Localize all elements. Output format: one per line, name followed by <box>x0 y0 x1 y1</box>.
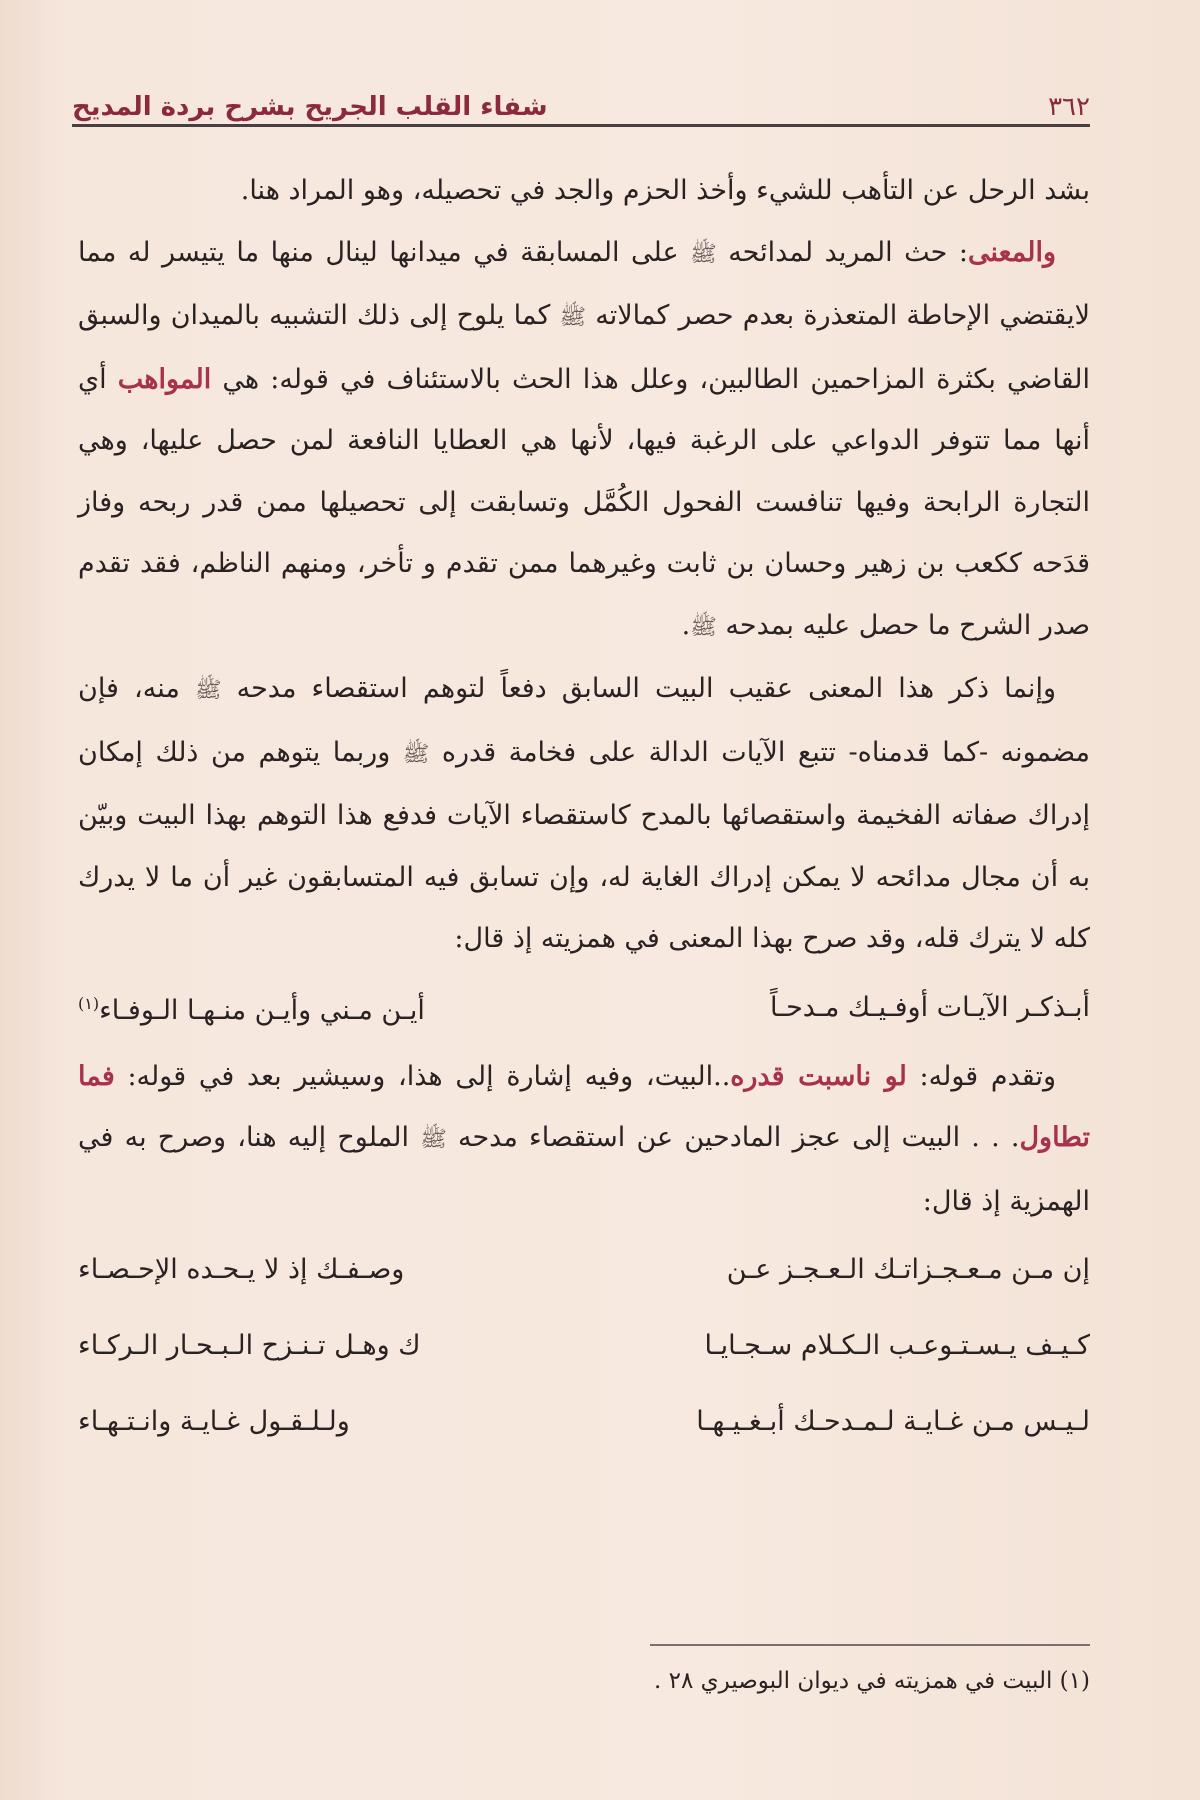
verse-second-hemistich: ك وهـل تـنـزح الـبـحـار الـركـاء <box>78 1330 421 1362</box>
verse-first-hemistich: كـيـف يـسـتـوعـب الـكـلام سـجـايـا <box>704 1330 1090 1362</box>
salutation-icon: ﷺ <box>690 241 717 267</box>
footnote-reference[interactable]: (١) <box>78 994 100 1014</box>
footnote-text: البيت في همزيته في ديوان البوصيري ٢٨ . <box>653 1668 1053 1694</box>
footnote-divider <box>650 1644 1090 1646</box>
verse-line <box>78 970 1090 1046</box>
keyword-meaning: والمعنى <box>967 236 1056 268</box>
page-number: ٣٦٢ <box>1048 92 1090 122</box>
footnote-marker: (١) <box>1059 1668 1090 1694</box>
keyword-mawahib: المواهب <box>117 363 212 395</box>
verse-first-hemistich: إن مـن مـعـجـزاتـك الـعـجـز عـن <box>726 1254 1090 1286</box>
footnote-1 <box>400 1668 1090 1694</box>
salutation-icon: ﷺ <box>690 614 717 640</box>
page-body <box>78 160 1090 1460</box>
salutation-icon: ﷺ <box>559 305 587 330</box>
verse-first-hemistich: أبـذكـر الآيـات أوفـيـك مـدحـاً <box>769 991 1090 1023</box>
verse-second-hemistich: ولـلـقـول غـايـة وانـتـهـاء <box>78 1406 350 1438</box>
paragraph-3: وإنما ذكر هذا المعنى عقيب البيت السابق دفعاً لتوهم استقصاء مدحه ﷺ منه، فإن مضمونه -كما قدمناه- تتبع الآيات الدالة على فخامة قدره ﷺ وربما يتوهم من ذلك إمكان إدراك صفاته الفخيمة واستقصائها بالمدح كاستقصاء الآيات فدفع هذا التوهم بهذا البيت وبيّن به أن مجال مدائحه لا يمكن إدراك الغاية له، وإن تسابق فيه المتسابقون غير أن ما لا يدرك كله لا يترك قله، وقد صرح بهذا المعنى في همزيته إذ قال: <box>78 673 1090 954</box>
keyword-quote-1: لو ناسبت قدره <box>730 1060 907 1092</box>
verse-line <box>78 1308 1090 1384</box>
header-divider <box>72 124 1090 127</box>
paragraph-4: وتقدم قوله: لو ناسبت قدره..البيت، وفيه إشارة إلى هذا، وسيشير بعد في قوله: فما تطاول. . . البيت إلى عجز المادحين عن استقصاء مدحه ﷺ الملوح إليه هنا، وصرح به في الهمزية إذ قال: <box>78 1060 1090 1217</box>
paragraph-2: والمعنى: حث المريد لمدائحه ﷺ على المسابقة في ميدانها لينال منها ما يتيسر له مما لايقتضي الإحاطة المتعذرة بعدم حصر كمالاته ﷺ كما يلوح إلى ذلك التشبيه بالميدان والسبق القاضي بكثرة المزاحمين الطالبين، وعلل هذا الحث بالاستئناف في قوله: هي المواهب أي أنها مما تتوفر الدواعي على الرغبة فيها، لأنها هي العطايا النافعة لمن حصل عليها، وهي التجارة الرابحة وفيها تنافست الفحول الكُمَّل وتسابقت إلى تحصيلها ممن قدر ربحه وفاز قدَحه ككعب بن زهير وحسان بن ثابت وغيرهما ممن تقدم و تأخر، ومنهم الناظم، فقد تقدم صدر الشرح ما حصل عليه بمدحه ﷺ. <box>78 236 1091 641</box>
verse-line <box>78 1384 1090 1460</box>
paragraph-1: بشد الرحل عن التأهب للشيء وأخذ الحزم والجد في تحصيله، وهو المراد هنا. <box>240 175 1090 206</box>
verse-second-hemistich: وصـفـك إذ لا يـحـده الإحـصـاء <box>78 1254 405 1286</box>
verse-second-hemistich: أيـن مـني وأيـن منـهـا الـوفـاء$^{(١)}$ <box>78 994 425 1027</box>
keyword-quote-2: فما تطاول <box>78 1060 1090 1153</box>
salutation-icon: ﷺ <box>402 741 430 767</box>
running-title: شفاء القلب الجريح بشرح بردة المديح <box>72 92 548 122</box>
verse-first-hemistich: لـيـس مـن غـايـة لـمـدحـك أبـغـيـهـا <box>696 1406 1090 1438</box>
salutation-icon: ﷺ <box>420 1127 447 1152</box>
verse-line <box>78 1232 1090 1308</box>
page-header <box>72 78 1090 122</box>
salutation-icon: ﷺ <box>194 678 222 703</box>
